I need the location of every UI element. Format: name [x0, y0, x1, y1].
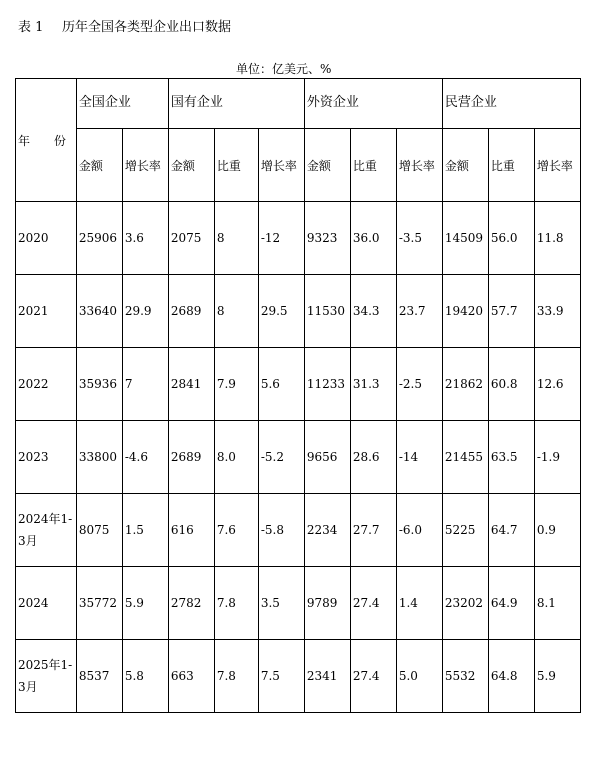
group-header-row [16, 79, 581, 129]
table-row [16, 567, 581, 640]
table-cell: -14 [396, 421, 442, 494]
table-cell: 11.8 [534, 202, 580, 275]
year-cell: 2024年1-3月 [16, 494, 77, 567]
table-cell: 11530 [304, 275, 350, 348]
group-header-national: 全国企业 [76, 79, 168, 129]
table-cell: 33800 [76, 421, 122, 494]
table-cell: 8 [214, 275, 258, 348]
subheader-cell: 比重 [214, 129, 258, 202]
table-cell: 31.3 [350, 348, 396, 421]
year-cell: 2023 [16, 421, 77, 494]
year-cell: 2022 [16, 348, 77, 421]
table-cell: 7.5 [258, 640, 304, 713]
table-cell: 12.6 [534, 348, 580, 421]
subheader-cell: 金额 [168, 129, 214, 202]
table-row [16, 494, 581, 567]
table-row [16, 275, 581, 348]
table-cell: 63.5 [488, 421, 534, 494]
table-cell: 7.8 [214, 640, 258, 713]
table-cell: 60.8 [488, 348, 534, 421]
table-cell: 7.8 [214, 567, 258, 640]
table-cell: 1.5 [122, 494, 168, 567]
subheader-cell: 增长率 [396, 129, 442, 202]
table-cell: 5.0 [396, 640, 442, 713]
table-cell: 35936 [76, 348, 122, 421]
table-cell: 5.9 [534, 640, 580, 713]
table-cell: 2341 [304, 640, 350, 713]
table-number: 表 1 [18, 20, 44, 35]
table-cell: 663 [168, 640, 214, 713]
table-row [16, 348, 581, 421]
table-cell: 0.9 [534, 494, 580, 567]
table-cell: 9789 [304, 567, 350, 640]
table-cell: 27.4 [350, 567, 396, 640]
table-cell: 9323 [304, 202, 350, 275]
table-cell: 56.0 [488, 202, 534, 275]
subheader-cell: 金额 [442, 129, 488, 202]
table-cell: 7.6 [214, 494, 258, 567]
table-cell: 29.9 [122, 275, 168, 348]
table-cell: 64.8 [488, 640, 534, 713]
table-cell: -2.5 [396, 348, 442, 421]
table-cell: 2075 [168, 202, 214, 275]
table-cell: 2841 [168, 348, 214, 421]
table-cell: 64.9 [488, 567, 534, 640]
table-cell: 2234 [304, 494, 350, 567]
subheader-cell: 比重 [350, 129, 396, 202]
table-cell: 34.3 [350, 275, 396, 348]
table-cell: 21455 [442, 421, 488, 494]
year-cell: 2021 [16, 275, 77, 348]
table-cell: 9656 [304, 421, 350, 494]
table-cell: 8075 [76, 494, 122, 567]
year-cell: 2020 [16, 202, 77, 275]
table-title: 历年全国各类型企业出口数据 [62, 20, 232, 35]
table-cell: -3.5 [396, 202, 442, 275]
table-cell: 3.6 [122, 202, 168, 275]
table-cell: 5225 [442, 494, 488, 567]
table-cell: 2782 [168, 567, 214, 640]
group-header-private: 民营企业 [442, 79, 580, 129]
table-cell: 7 [122, 348, 168, 421]
table-cell: 27.7 [350, 494, 396, 567]
table-cell: 616 [168, 494, 214, 567]
table-cell: 28.6 [350, 421, 396, 494]
table-cell: 8537 [76, 640, 122, 713]
table-row [16, 640, 581, 713]
table-cell: 8.0 [214, 421, 258, 494]
table-cell: 5532 [442, 640, 488, 713]
table-row [16, 421, 581, 494]
group-header-foreign: 外资企业 [304, 79, 442, 129]
table-cell: 5.6 [258, 348, 304, 421]
table-cell: 23.7 [396, 275, 442, 348]
table-caption [18, 16, 231, 35]
table-cell: -12 [258, 202, 304, 275]
year-cell: 2024 [16, 567, 77, 640]
subheader-cell: 增长率 [122, 129, 168, 202]
table-cell: 1.4 [396, 567, 442, 640]
table-cell: 33.9 [534, 275, 580, 348]
table-cell: -5.8 [258, 494, 304, 567]
subheader-cell: 增长率 [258, 129, 304, 202]
table-cell: -5.2 [258, 421, 304, 494]
unit-label: 单位：亿美元、% [236, 62, 332, 76]
subheader-cell: 金额 [76, 129, 122, 202]
export-data-table [15, 78, 581, 713]
group-header-state-owned: 国有企业 [168, 79, 304, 129]
table-cell: 8 [214, 202, 258, 275]
table-cell: 5.9 [122, 567, 168, 640]
table-cell: 11233 [304, 348, 350, 421]
table-cell: 33640 [76, 275, 122, 348]
table-cell: 8.1 [534, 567, 580, 640]
year-header-cell: 年 份 [16, 79, 77, 202]
table-cell: 27.4 [350, 640, 396, 713]
table-cell: -4.6 [122, 421, 168, 494]
table-cell: 29.5 [258, 275, 304, 348]
table-cell: 21862 [442, 348, 488, 421]
table-cell: 19420 [442, 275, 488, 348]
subheader-cell: 金额 [304, 129, 350, 202]
table-row [16, 202, 581, 275]
table-cell: 7.9 [214, 348, 258, 421]
year-cell: 2025年1-3月 [16, 640, 77, 713]
table-cell: 23202 [442, 567, 488, 640]
table-cell: 36.0 [350, 202, 396, 275]
table-cell: -6.0 [396, 494, 442, 567]
table-cell: 35772 [76, 567, 122, 640]
table-cell: 64.7 [488, 494, 534, 567]
subheader-cell: 比重 [488, 129, 534, 202]
table-cell: 2689 [168, 275, 214, 348]
table-cell: 3.5 [258, 567, 304, 640]
table-cell: 5.8 [122, 640, 168, 713]
table-cell: 2689 [168, 421, 214, 494]
table-cell: 57.7 [488, 275, 534, 348]
table-cell: 14509 [442, 202, 488, 275]
table-cell: -1.9 [534, 421, 580, 494]
table-cell: 25906 [76, 202, 122, 275]
sub-header-row [16, 129, 581, 202]
subheader-cell: 增长率 [534, 129, 580, 202]
